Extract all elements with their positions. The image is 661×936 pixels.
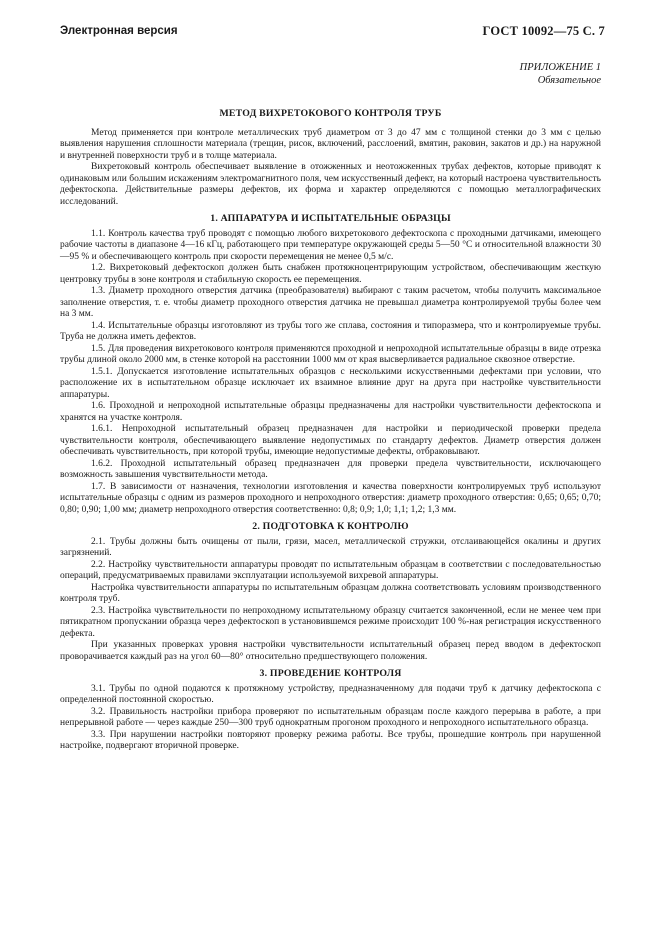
section-title: 3. ПРОВЕДЕНИЕ КОНТРОЛЯ	[259, 668, 402, 679]
clause-paragraph: 1.4. Испытательные образцы изготовляют из трубы того же сплава, состояния и типоразмера, что и контролируемые трубы. Труба не должна иметь дефектов.	[60, 320, 601, 342]
clause-paragraph: 1.5. Для проведения вихретокового контроля применяются проходной и непроходной испытательные образцы в виде отрезка трубы длиной около 2000 мм, в стенке которой на расстоянии 1000 мм от края высверливается радиальное сквозное отверстие.	[60, 343, 601, 365]
clause-paragraph: 1.5.1. Допускается изготовление испытательных образцов с несколькими искусственными дефектами при условии, что расположение их в испытательном образце исключает их взаимное влияние друг на друга при настройке чувствительности аппаратуры.	[60, 366, 601, 400]
section-title: 1. АППАРАТУРА И ИСПЫТАТЕЛЬНЫЕ ОБРАЗЦЫ	[210, 213, 451, 224]
annex-label	[520, 61, 601, 87]
clause-paragraph: 2.3. Настройка чувствительности по непроходному испытательному образцу считается законченной, если не менее чем при пятикратном пропускании образца через дефектоскоп в установившемся режиме происходит 100 %-ная регистрация искусственного дефекта.	[60, 605, 601, 639]
clause-paragraph: 1.6. Проходной и непроходной испытательные образцы предназначены для настройки чувствительности дефектоскопа и хранятся на участке контроля.	[60, 401, 601, 423]
clause-paragraph: При указанных проверках уровня настройки чувствительности испытательный образец перед вводом в дефектоскоп проворачивается каждый раз на угол 60—80° относительно предшествующего положения.	[60, 640, 601, 662]
clause-paragraph: 1.6.1. Непроходной испытательный образец предназначен для настройки и периодической проверки предела чувствительности контроля, обеспечивающего выявление недопустимых по стандарту дефектов. Диаметр отверстия должен обеспечивать чувствительность, при которой трубы, имеющие недопустимые дефекты, отбраковывают.	[60, 424, 601, 457]
intro-paragraph: Метод применяется при контроле металлических труб диаметром от 3 до 47 мм с толщиной стенки до 3 мм с целью выявления нарушения сплошности материала (трещин, рисок, включений, расслоений, вмятин, раковин, закатов и др.) на наружной и внутренней поверхности труб и в толще материала.	[60, 127, 601, 161]
clause-paragraph: 1.2. Вихретоковый дефектоскоп должен быть снабжен протяжноцентрирующим устройством, обеспечивающим жесткую центровку трубы в зоне контроля и стабильную скорость ее перемещения.	[60, 263, 601, 285]
header-standard-page: ГОСТ 10092—75 С. 7	[482, 24, 605, 38]
clause-paragraph: 3.2. Правильность настройки прибора проверяют по испытательным образцам после каждого перерыва в работе, а при непрерывной работе — через каждые 250—300 труб однократным прогоном проходного и непроходного испытательного образца.	[60, 706, 601, 728]
clause-paragraph: 3.1. Трубы по одной подаются к протяжному устройству, предназначенному для подачи труб к датчику дефектоскопа с определенной постоянной скоростью.	[60, 683, 601, 705]
clause-paragraph: 1.7. В зависимости от назначения, технологии изготовления и качества поверхности контролируемых труб используют испытательные образцы с одним из размеров проходного и непроходного отверстия: диаметр проходного отверстия: 0,65; 0,65; 0,70; 0,80; 0,90; 1,00 мм; диаметр непроходного отверстия соответственно: 0,8; 0,9; 1,0; 1,1; 1,2; 1,3 мм.	[60, 481, 601, 515]
clause-paragraph: 2.1. Трубы должны быть очищены от пыли, грязи, масел, металлической стружки, отслаивающейся окалины и других загрязнений.	[60, 536, 601, 558]
clause-paragraph: Настройка чувствительности аппаратуры по испытательным образцам должна соответствовать условиям производственного контроля труб.	[60, 582, 601, 604]
clause-paragraph: 3.3. При нарушении настройки повторяют проверку режима работы. Все трубы, прошедшие контроль при нарушенной настройке, подвергают вторичной проверке.	[60, 729, 601, 751]
document-title: МЕТОД ВИХРЕТОКОВОГО КОНТРОЛЯ ТРУБ	[219, 108, 442, 119]
clause-paragraph: 1.1. Контроль качества труб проводят с помощью любого вихретокового дефектоскопа с проходными датчиками, имеющего рабочие частоты в диапазоне 4—16 кГц, работающего при температуре окружающей среды 5—50 °С и относительной влажности 30—95 % и обеспечивающего контроль при скорости перемещения не менее 0,5 м/с.	[60, 228, 601, 262]
clause-paragraph: 2.2. Настройку чувствительности аппаратуры проводят по испытательным образцам в соответствии с последовательностью операций, предусматриваемых правилами эксплуатации используемой вихревой аппаратуры.	[60, 559, 601, 581]
annex-title: ПРИЛОЖЕНИЕ 1	[519, 62, 601, 73]
document-body	[60, 108, 601, 753]
section-title: 2. ПОДГОТОВКА К КОНТРОЛЮ	[252, 521, 409, 532]
intro-paragraph: Вихретоковый контроль обеспечивает выявление в отожженных и неотожженных трубах дефектов, которые приводят к одинаковым или большим искажениям электромагнитного поля, чем искусственный дефект, на который настроена чувствительность дефектоскопа. Действительные размеры дефектов, их форма и характер определяются с помощью металлографических исследований.	[60, 162, 601, 207]
clause-paragraph: 1.3. Диаметр проходного отверстия датчика (преобразователя) выбирают с таким расчетом, чтобы получить максимальное заполнение отверстия, т. е. чтобы диаметр проходного отверстия датчика не превышал диаметра контролируемой трубы более чем на 3 мм.	[60, 286, 601, 319]
header-electronic-version: Электронная версия	[60, 25, 178, 37]
clause-paragraph: 1.6.2. Проходной испытательный образец предназначен для проверки предела чувствительности, исключающего возможность завышения чувствительности метода.	[60, 458, 601, 480]
annex-subtitle: Обязательное	[537, 75, 601, 86]
